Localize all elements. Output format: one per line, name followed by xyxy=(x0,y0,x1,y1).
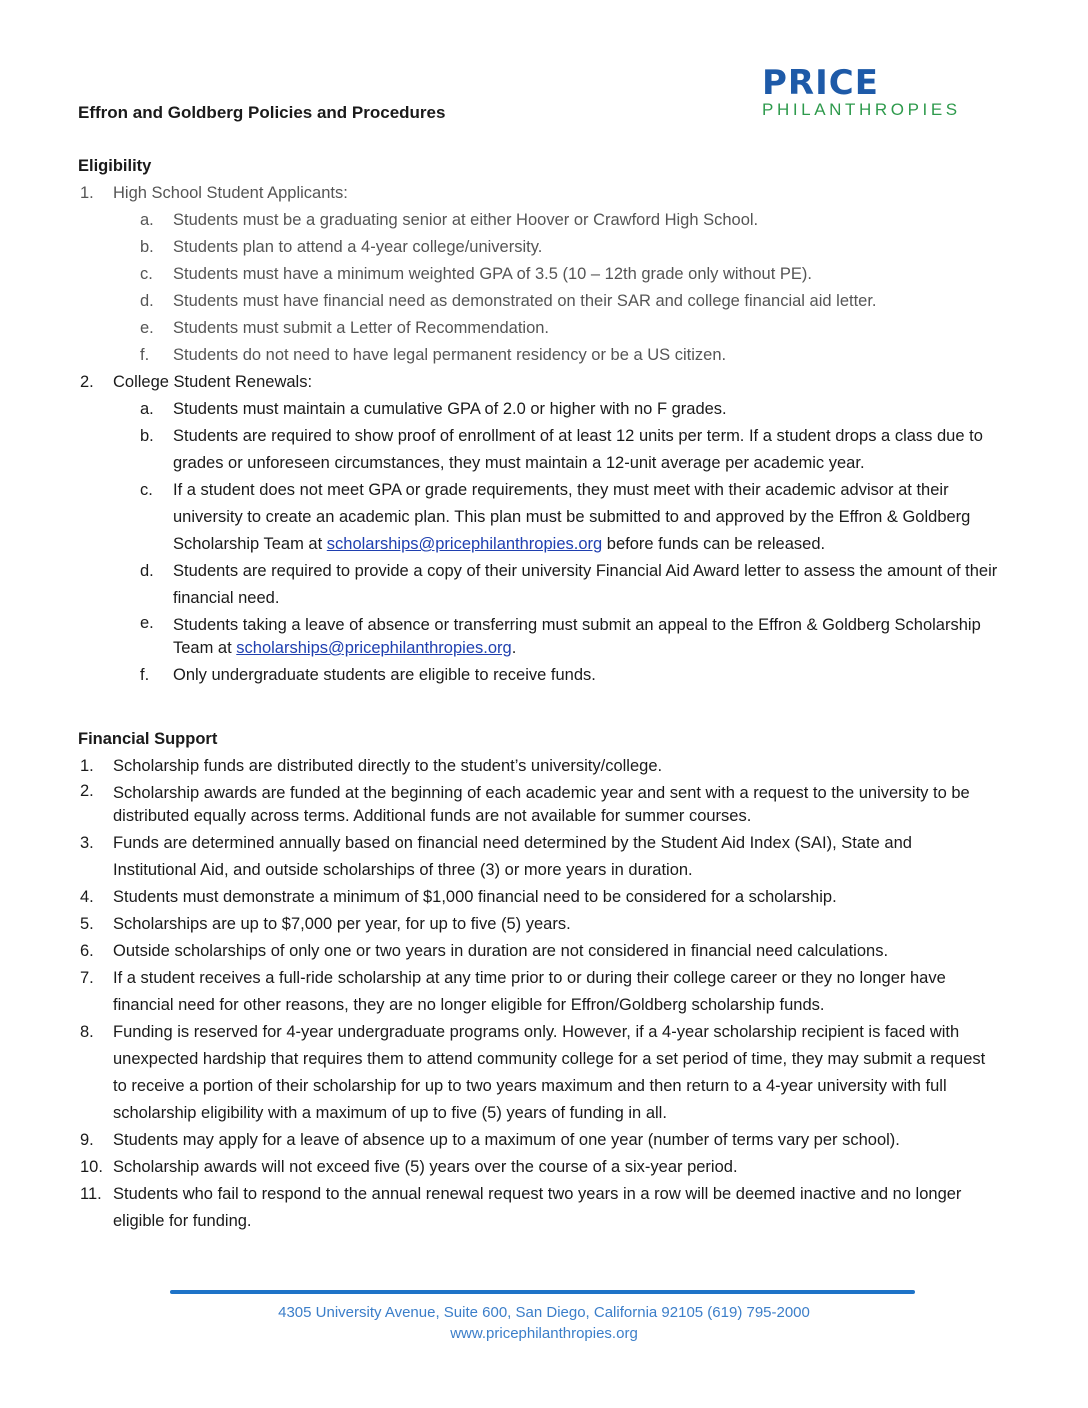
sub-list-text: Students must have financial need as demonstrated on their SAR and college financial aid letter. xyxy=(173,292,877,310)
list-item-text: High School Student Applicants: xyxy=(113,184,348,202)
sub-list-letter: d. xyxy=(140,562,154,580)
list-item xyxy=(0,369,1088,396)
list-item xyxy=(0,965,1088,1019)
list-item-text: Outside scholarships of only one or two years in duration are not considered in financial need calculations. xyxy=(113,942,889,960)
sub-list-item xyxy=(0,261,1088,288)
logo-wordmark-price: PRICE xyxy=(762,63,879,103)
sub-list-text xyxy=(173,477,1013,558)
list-number: 8. xyxy=(80,1023,94,1041)
sub-list-text xyxy=(173,614,1013,660)
sub-list-item xyxy=(0,315,1088,342)
sub-list-text-after: before funds can be released. xyxy=(602,535,826,553)
list-item-text: Students must demonstrate a minimum of $1,000 financial need to be considered for a scholarship. xyxy=(113,888,837,906)
sub-list-text-after: . xyxy=(511,639,517,657)
list-item-text: Students may apply for a leave of absence up to a maximum of one year (number of terms vary per school). xyxy=(113,1131,900,1149)
sub-list-item xyxy=(0,234,1088,261)
sub-list-text: Students plan to attend a 4-year college/university. xyxy=(173,238,543,256)
list-number: 7. xyxy=(80,969,94,987)
list-item-text: Funds are determined annually based on financial need determined by the Student Aid Index (SAI), State and Institutional Aid, and outside scholarships of three (3) or more years in duration. xyxy=(113,834,912,879)
sub-list-item xyxy=(0,396,1088,423)
financial-support-heading: Financial Support xyxy=(78,730,218,748)
list-number: 5. xyxy=(80,915,94,933)
sub-list-text: Only undergraduate students are eligible to receive funds. xyxy=(173,666,596,684)
sub-list-item xyxy=(0,288,1088,315)
list-number: 2. xyxy=(80,782,94,800)
eligibility-heading: Eligibility xyxy=(78,157,152,175)
sub-list-letter: f. xyxy=(140,666,150,684)
list-number: 10. xyxy=(80,1158,103,1176)
sub-list-item xyxy=(0,342,1088,369)
list-item-text: If a student receives a full-ride scholarship at any time prior to or during their college career or they no longer have financial need for other reasons, they are no longer eligible for Effron/Goldberg scholarship funds. xyxy=(113,969,946,1014)
list-number: 6. xyxy=(80,942,94,960)
sub-list-text: Students do not need to have legal permanent residency or be a US citizen. xyxy=(173,346,727,364)
sub-list-letter: c. xyxy=(140,265,153,283)
sub-list-letter: c. xyxy=(140,481,153,499)
list-number: 4. xyxy=(80,888,94,906)
sub-list-letter: e. xyxy=(140,319,154,337)
sub-list-text: Students must be a graduating senior at either Hoover or Crawford High School. xyxy=(173,211,759,229)
sub-list-item xyxy=(0,612,1088,662)
sub-list-item xyxy=(0,423,1088,477)
list-number: 1. xyxy=(80,757,94,775)
financial-support-list xyxy=(0,753,1088,1235)
sub-list-letter: e. xyxy=(140,614,154,632)
document-title: Effron and Goldberg Policies and Procedures xyxy=(78,103,446,122)
list-number: 2. xyxy=(80,373,94,391)
sub-list-text: Students must submit a Letter of Recommendation. xyxy=(173,319,550,337)
list-item xyxy=(0,938,1088,965)
list-item xyxy=(0,911,1088,938)
list-item xyxy=(0,753,1088,780)
sub-list-text: Students must have a minimum weighted GPA of 3.5 (10 – 12th grade only without PE). xyxy=(173,265,812,283)
footer-website: www.pricephilanthropies.org xyxy=(450,1325,638,1342)
list-item xyxy=(0,180,1088,207)
list-item xyxy=(0,1019,1088,1127)
list-number: 11. xyxy=(80,1185,102,1203)
scholarship-email-link[interactable]: scholarships@pricephilanthropies.org xyxy=(326,535,603,553)
sub-list-text-before: If a student does not meet GPA or grade requirements, they must meet with their academic advisor at their university to create an academic plan. This plan must be submitted to and approved by the Effron & Goldberg Scholarship Team at xyxy=(173,481,971,553)
sub-list-item xyxy=(0,477,1088,558)
sub-list-item xyxy=(0,207,1088,234)
list-item-text: College Student Renewals: xyxy=(113,373,313,391)
list-item xyxy=(0,1154,1088,1181)
list-item-text: Scholarship awards will not exceed five (5) years over the course of a six-year period. xyxy=(113,1158,738,1176)
price-philanthropies-logo xyxy=(762,63,992,120)
scholarship-email-link[interactable]: scholarships@pricephilanthropies.org xyxy=(236,639,512,657)
list-item xyxy=(0,1181,1088,1235)
sub-list-text: Students must maintain a cumulative GPA of 2.0 or higher with no F grades. xyxy=(173,400,727,418)
sub-list-letter: b. xyxy=(140,427,154,445)
footer-address: 4305 University Avenue, Suite 600, San Diego, California 92105 (619) 795-2000 xyxy=(278,1304,810,1321)
list-item-text: Scholarship funds are distributed directly to the student’s university/college. xyxy=(113,757,663,775)
sub-list-letter: b. xyxy=(140,238,154,256)
list-number: 9. xyxy=(80,1131,94,1149)
list-item xyxy=(0,830,1088,884)
list-number: 3. xyxy=(80,834,94,852)
sub-list-letter: f. xyxy=(140,346,150,364)
footer-divider xyxy=(170,1290,915,1294)
logo-wordmark-philanthropies: PHILANTHROPIES xyxy=(762,100,961,119)
sub-list-item xyxy=(0,558,1088,612)
sub-list-text: Students are required to provide a copy of their university Financial Aid Award letter to assess the amount of their financial need. xyxy=(173,562,998,607)
eligibility-list xyxy=(0,180,1088,689)
list-item-text: Scholarship awards are funded at the beginning of each academic year and sent with a request to the university to be distributed equally across terms. Additional funds are not available for summer courses. xyxy=(113,784,970,825)
sub-list-text: Students are required to show proof of enrollment of at least 12 units per term. If a student drops a class due to grades or unforeseen circumstances, they must maintain a 12-unit average per academic year. xyxy=(173,427,983,472)
list-item xyxy=(0,780,1088,830)
list-number: 1. xyxy=(80,184,94,202)
sub-list-letter: d. xyxy=(140,292,154,310)
list-item-text: Scholarships are up to $7,000 per year, for up to five (5) years. xyxy=(113,915,571,933)
list-item xyxy=(0,884,1088,911)
sub-list-letter: a. xyxy=(140,400,154,418)
sub-list-item xyxy=(0,662,1088,689)
list-item-text: Students who fail to respond to the annual renewal request two years in a row will be deemed inactive and no longer eligible for funding. xyxy=(113,1185,962,1230)
sub-list-text-before: Students taking a leave of absence or transferring must submit an appeal to the Effron & Goldberg Scholarship Team at xyxy=(173,616,981,657)
list-item-text: Funding is reserved for 4-year undergraduate programs only. However, if a 4-year scholarship recipient is faced with unexpected hardship that requires them to attend community college for a set period of time, they may submit a request to receive a portion of their scholarship for up to two years maximum and then return to a 4-year university with full scholarship eligibility with a maximum of up to five (5) years of funding in all. xyxy=(113,1023,986,1122)
list-item xyxy=(0,1127,1088,1154)
sub-list-letter: a. xyxy=(140,211,154,229)
